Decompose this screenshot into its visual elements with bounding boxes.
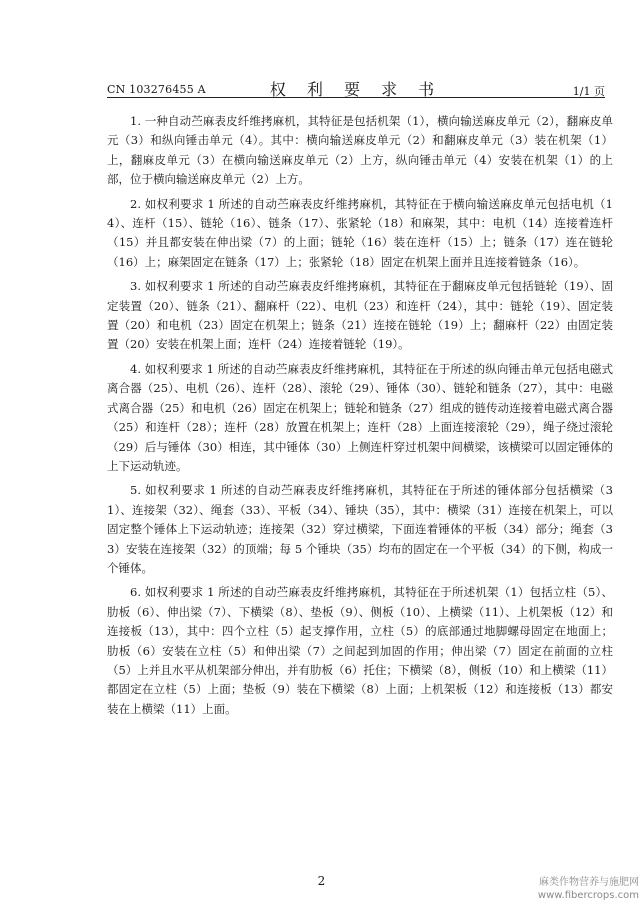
page-header: [107, 77, 605, 99]
page-count: 1/1 页: [572, 85, 605, 98]
claim-3: 3. 如权利要求 1 所述的自动苎麻表皮纤维拷麻机，其特征在于翻麻皮单元包括链轮（19）、固定装置（20）、链条（21）、翻麻杆（22）、电机（23）和连杆（24），其中：链轮（19）、固定装置（20）和电机（23）固定在机架上；链条（21）连接在链轮（19）上；翻麻杆（22）由固定装置（20）安装在机架上面；连杆（24）连接着链轮（19）。: [107, 279, 613, 352]
page-title: 权 利 要 求 书: [269, 80, 443, 99]
claim-2: 2. 如权利要求 1 所述的自动苎麻表皮纤维拷麻机，其特征在于横向输送麻皮单元包括电机（14）、连杆（15）、链轮（16）、链条（17）、张紧轮（18）和麻架，其中：电机（14）连接着连杆（15）并且都安装在伸出梁（7）的上面；链轮（16）装在连杆（15）上；链条（17）连在链轮（16）上；麻架固定在链条（17）上；张紧轮（18）固定在机架上面并且连接着链条（16）。: [107, 196, 613, 269]
claim-1: 1. 一种自动苎麻表皮纤维拷麻机，其特征是包括机架（1），横向输送麻皮单元（2），翻麻皮单元（3）和纵向锤击单元（4）。其中：横向输送麻皮单元（2）和翻麻皮单元（3）装在机架（1）上，翻麻皮单元（3）在横向输送麻皮单元（2）上方，纵向锤击单元（4）安装在机架（1）的上部，位于横向输送麻皮单元（2）上方。: [107, 114, 613, 187]
claim-5: 5. 如权利要求 1 所述的自动苎麻表皮纤维拷麻机，其特征在于所述的锤体部分包括横梁（31）、连接架（32）、绳套（33）、平板（34）、锤块（35），其中：横梁（31）连接在机架上，可以固定整个锤体上下运动轨迹；连接架（32）穿过横梁，下面连着锤体的平板（34）部分；绳套（33）安装在连接架（32）的顶端；每 5 个锤块（35）均布的固定在一个平板（34）的下侧，构成一个锤体。: [107, 483, 613, 575]
claim-4: 4. 如权利要求 1 所述的自动苎麻表皮纤维拷麻机，其特征在于所述的纵向锤击单元包括电磁式离合器（25）、电机（26）、连杆（28）、滚轮（29）、锤体（30）、链轮和链条（27），其中：电磁式离合器（25）和电机（26）固定在机架上；链轮和链条（27）组成的链传动连接着电磁式离合器（25）和连杆（28）；连杆（28）放置在机架上；连杆（28）上面连接滚轮（29），绳子绕过滚轮（29）后与锤体（30）相连，其中锤体（30）上侧连杆穿过机架中间横梁，该横梁可以固定锤体的上下运动轨迹。: [107, 361, 613, 473]
watermark-site-name: 麻类作物营养与施肥网: [539, 877, 639, 888]
claims-body: [107, 112, 613, 724]
claim-6: 6. 如权利要求 1 所述的自动苎麻表皮纤维拷麻机，其特征在于所述机架（1）包括立柱（5）、肋板（6）、伸出梁（7）、下横梁（8）、垫板（9）、侧板（10）、上横梁（11）、上机架板（12）和连接板（13），其中：四个立柱（5）起支撑作用，立柱（5）的底部通过地脚螺母固定在地面上；肋板（6）安装在立柱（5）和伸出梁（7）之间起到加固的作用；伸出梁（7）固定在前面的立柱（5）上并且水平从机架部分伸出，并有肋板（6）托住；下横梁（8），侧板（10）和上横梁（11）都固定在立柱（5）上面；垫板（9）装在下横梁（8）上面；上机架板（12）和连接板（13）都安装在上横梁（11）上面。: [107, 585, 613, 716]
page-number: 2: [317, 874, 326, 888]
site-watermark: [519, 876, 639, 902]
publication-number: CN 103276455 A: [107, 83, 206, 96]
watermark-url: www.fibercrops.com: [537, 890, 639, 901]
header-divider: [107, 97, 605, 98]
